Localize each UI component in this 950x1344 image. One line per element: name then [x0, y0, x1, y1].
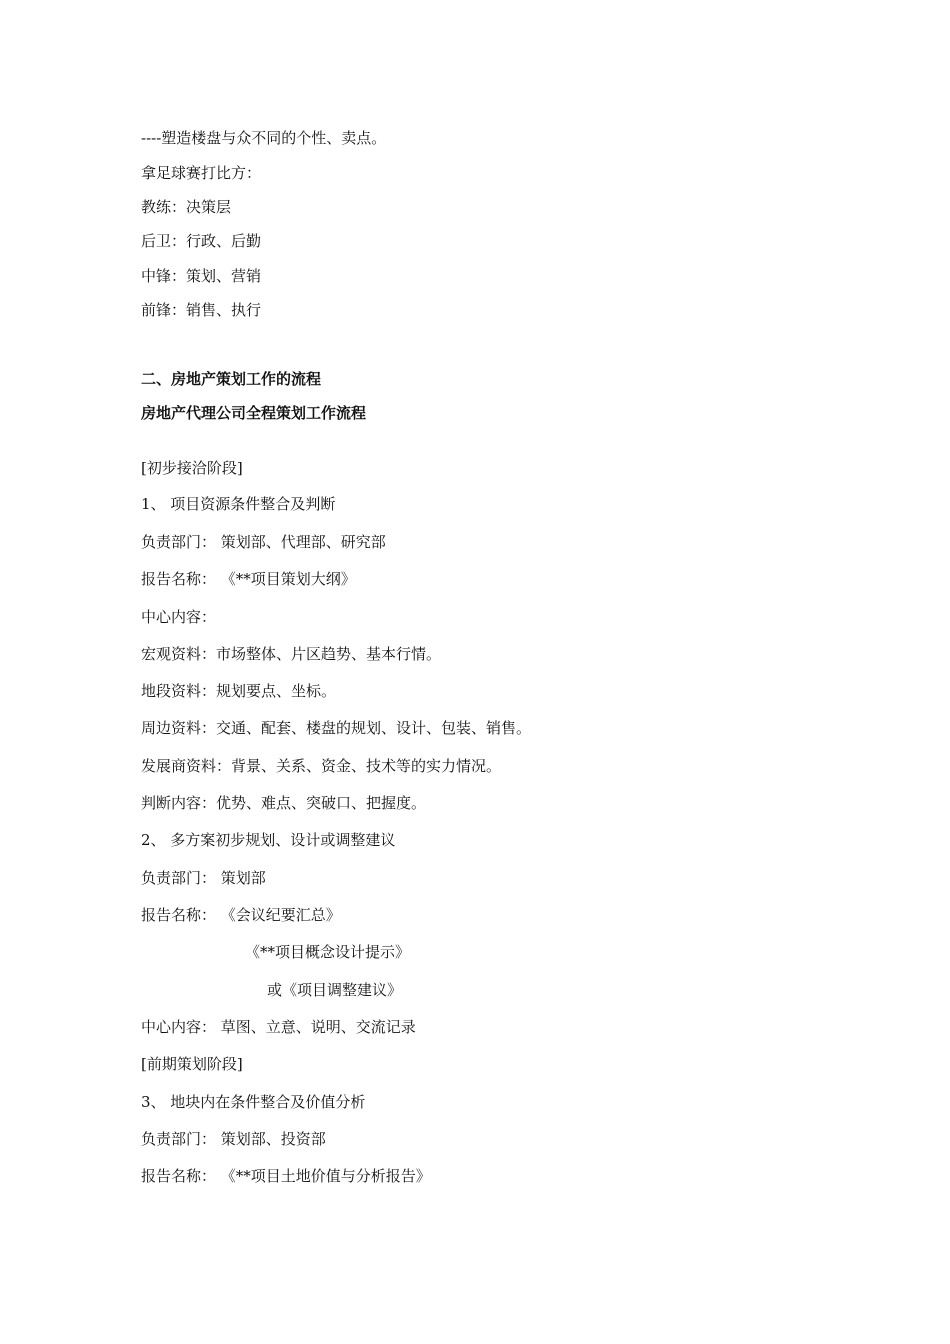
item-1-report: 报告名称： 《**项目策划大纲》 — [141, 570, 356, 588]
forward-line: 前锋：销售、执行 — [141, 301, 262, 319]
intro-line-1: ----塑造楼盘与众不同的个性、卖点。 — [141, 129, 387, 147]
item-1-title: 1、 项目资源条件整合及判断 — [141, 495, 336, 513]
item-2-report: 报告名称： 《会议纪要汇总》 — [141, 906, 341, 924]
section-heading: 二、房地产策划工作的流程 — [141, 370, 322, 388]
item-2-report-alt-2: 或《项目调整建议》 — [267, 981, 403, 999]
item-1-judgement: 判断内容：优势、难点、突破口、把握度。 — [141, 794, 427, 812]
item-1-site: 地段资料：规划要点、坐标。 — [141, 682, 337, 700]
item-3-report: 报告名称： 《**项目土地价值与分析报告》 — [141, 1167, 431, 1185]
midfielder-line: 中锋：策划、营销 — [141, 267, 262, 285]
item-1-content-label: 中心内容： — [141, 608, 217, 626]
item-2-content: 中心内容： 草图、立意、说明、交流记录 — [141, 1018, 416, 1036]
item-3-dept: 负责部门： 策划部、投资部 — [141, 1130, 326, 1148]
intro-line-2: 拿足球赛打比方： — [141, 164, 262, 182]
item-1-macro: 宏观资料：市场整体、片区趋势、基本行情。 — [141, 645, 442, 663]
item-1-dept: 负责部门： 策划部、代理部、研究部 — [141, 533, 386, 551]
section-subheading: 房地产代理公司全程策划工作流程 — [141, 404, 367, 422]
stage-2-title: [前期策划阶段] — [141, 1055, 243, 1073]
item-3-title: 3、 地块内在条件整合及价值分析 — [141, 1093, 366, 1111]
defender-line: 后卫：行政、后勤 — [141, 232, 262, 250]
item-2-report-alt-1: 《**项目概念设计提示》 — [245, 943, 411, 961]
coach-line: 教练：决策层 — [141, 198, 232, 216]
item-1-developer: 发展商资料：背景、关系、资金、技术等的实力情况。 — [141, 757, 502, 775]
item-1-surroundings: 周边资料：交通、配套、楼盘的规划、设计、包装、销售。 — [141, 719, 532, 737]
item-2-title: 2、 多方案初步规划、设计或调整建议 — [141, 831, 396, 849]
item-2-dept: 负责部门： 策划部 — [141, 869, 266, 887]
stage-1-title: [初步接洽阶段] — [141, 459, 243, 477]
